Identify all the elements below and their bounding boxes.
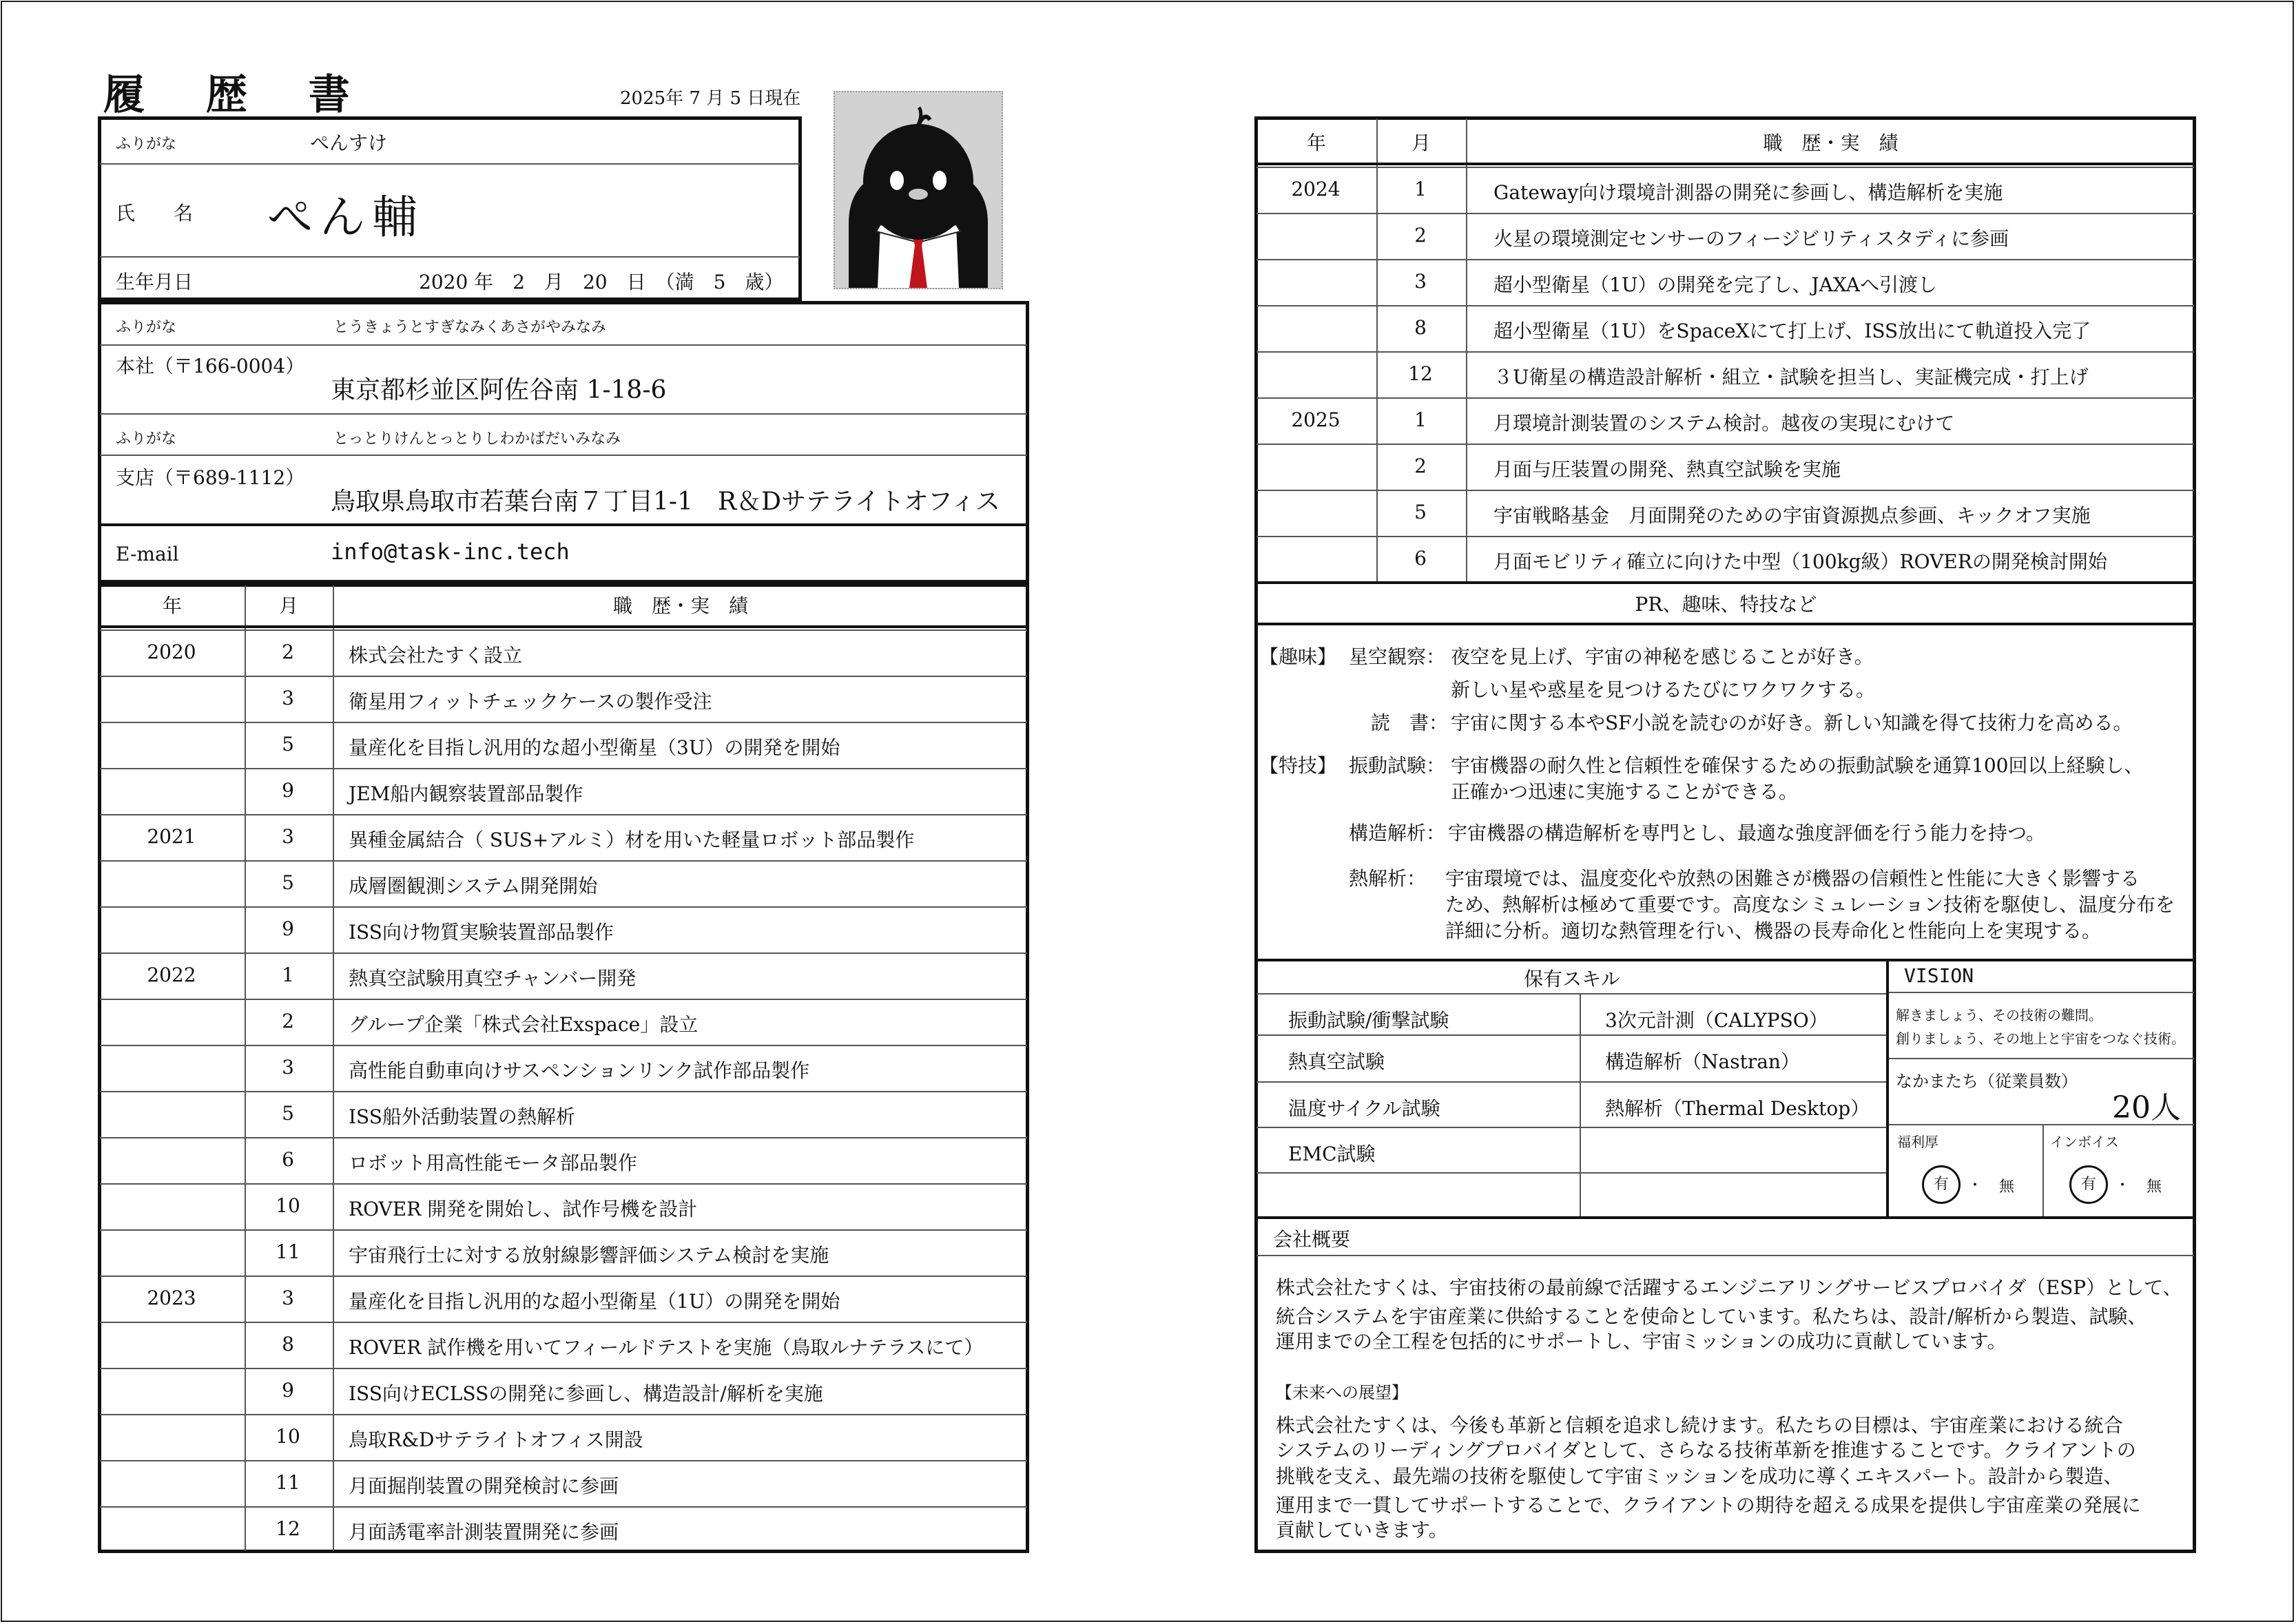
history-desc-header-right: 職 歴・実 績 xyxy=(1763,132,1899,154)
history-month-cell: 2 xyxy=(282,641,294,663)
company-header: 会社概要 xyxy=(1273,1228,1351,1251)
furigana-value: ぺんすけ xyxy=(310,132,388,154)
pr-text-stargazing-1: 夜空を見上げ、宇宙の神秘を感じることが好き。 xyxy=(1451,645,1874,668)
history-month-cell: 10 xyxy=(276,1194,300,1217)
history-text-cell: JEM船内観察装置部品製作 xyxy=(349,782,583,805)
staff-count: 20人 xyxy=(2112,1090,2181,1125)
skill-item-left: 振動試験/衝撃試験 xyxy=(1288,1009,1449,1032)
invoice-no: 無 xyxy=(2147,1178,2162,1196)
history-text-cell: 月面誘電率計測装置開発に参画 xyxy=(349,1521,619,1543)
branch-label: 支店（〒689-1112） xyxy=(116,466,305,489)
pr-text-structural: 宇宙機器の構造解析を専門とし、最適な強度評価を行う能力を持つ。 xyxy=(1448,822,2045,844)
welfare-no: 無 xyxy=(1999,1178,2015,1196)
future-text-4: 運用まで一貫してサポートすることで、クライアントの期待を超える成果を提供し宇宙産業の発展に xyxy=(1276,1494,2141,1517)
history-text-cell: 宇宙戦略基金 月面開発のための宇宙資源拠点参画、キックオフ実施 xyxy=(1493,504,2091,527)
hq-address: 東京都杉並区阿佐谷南 1-18-6 xyxy=(331,376,667,404)
future-header: 【未来への展望】 xyxy=(1276,1383,1408,1402)
welfare-yes-circle: 有 xyxy=(1922,1165,1961,1204)
pr-label-thermal: 熱解析： xyxy=(1349,867,1427,890)
profile-photo xyxy=(834,91,1003,289)
pr-label-vibration: 振動試験： xyxy=(1349,754,1446,777)
history-month-cell: 2 xyxy=(1414,224,1427,247)
history-year-header-right: 年 xyxy=(1306,132,1326,154)
history-text-cell: 高性能自動車向けサスペンションリンク試作部品製作 xyxy=(349,1059,810,1082)
history-month-cell: 3 xyxy=(282,1287,294,1309)
history-text-cell: 月面掘削装置の開発検討に参画 xyxy=(349,1475,619,1497)
pr-text-thermal-2: ため、熱解析は極めて重要です。高度なシミュレーション技術を駆使し、温度分布を xyxy=(1445,893,2175,916)
history-year-cell: 2025 xyxy=(1291,408,1341,431)
history-month-cell: 3 xyxy=(282,825,294,848)
history-month-cell: 1 xyxy=(282,964,294,986)
staff-label: なかまたち（従業員数） xyxy=(1896,1072,2078,1091)
vision-header: VISION xyxy=(1904,964,1974,987)
history-year-cell: 2021 xyxy=(147,825,196,848)
history-month-cell: 8 xyxy=(1414,316,1427,339)
history-year-cell: 2020 xyxy=(147,641,196,663)
history-text-cell: ISS船外活動装置の熱解析 xyxy=(349,1105,575,1128)
skills-header: 保有スキル xyxy=(1524,968,1620,990)
email-label: E-mail xyxy=(116,543,179,565)
name-label: 氏 名 xyxy=(116,202,194,225)
history-month-cell: 5 xyxy=(282,1102,294,1125)
company-text-3: 運用までの全工程を包括的にサポートし、宇宙ミッションの成功に貢献しています。 xyxy=(1276,1330,2007,1353)
skill-item-right: 構造解析（Nastran） xyxy=(1605,1050,1800,1073)
history-text-cell: 量産化を目指し汎用的な超小型衛星（1U）の開発を開始 xyxy=(349,1290,840,1313)
history-text-cell: ROVER 開発を開始し、試作号機を設計 xyxy=(349,1198,698,1220)
pr-label-structural: 構造解析： xyxy=(1349,822,1446,844)
page-title: 履 歴 書 xyxy=(103,71,373,119)
history-text-cell: 成層圏観測システム開発開始 xyxy=(349,875,598,897)
date-current: 2025年 7 月 5 日現在 xyxy=(620,88,801,109)
branch-address: 鳥取県鳥取市若葉台南７丁目1-1 R＆Dサテライトオフィス xyxy=(331,488,1000,516)
skill-item-left: EMC試験 xyxy=(1288,1143,1376,1165)
history-month-cell: 9 xyxy=(282,917,294,940)
company-text-1: 株式会社たすくは、宇宙技術の最前線で活躍するエンジニアリングサービスプロバイダ（ESP）として、 xyxy=(1276,1276,2182,1299)
history-month-cell: 5 xyxy=(282,733,294,756)
pr-text-thermal-3: 詳細に分析。適切な熱管理を行い、機器の長寿命化と性能向上を実現する。 xyxy=(1445,919,2102,942)
future-text-5: 貢献していきます。 xyxy=(1276,1519,1448,1541)
history-text-cell: 超小型衛星（1U）をSpaceXにて打上げ、ISS放出にて軌道投入完了 xyxy=(1493,320,2091,342)
skill-item-right: 3次元計測（CALYPSO） xyxy=(1605,1009,1828,1032)
hq-furigana: とうきょうとすぎなみくあさがやみなみ xyxy=(333,319,607,336)
history-text-cell: 熱真空試験用真空チャンバー開発 xyxy=(349,967,637,990)
history-text-cell: ３U衛星の構造設計解析・組立・試験を担当し、実証機完成・打上げ xyxy=(1493,366,2089,388)
skill-tag: 【特技】 xyxy=(1259,754,1337,777)
history-month-cell: 5 xyxy=(1414,501,1427,523)
history-year-header: 年 xyxy=(162,594,182,617)
welfare-label: 福利厚 xyxy=(1897,1134,1938,1150)
pr-text-reading: 宇宙に関する本やSF小説を読むのが好き。新しい知識を得て技術力を高める。 xyxy=(1451,711,2133,734)
history-month-cell: 9 xyxy=(282,779,294,802)
history-text-cell: 月環境計測装置のシステム検討。越夜の実現にむけて xyxy=(1493,412,1955,435)
history-month-cell: 6 xyxy=(282,1148,294,1171)
pr-label-stargazing: 星空観察： xyxy=(1349,645,1446,668)
furigana-label: ふりがな xyxy=(116,136,177,153)
pr-text-vibration-2: 正確かつ迅速に実施することができる。 xyxy=(1451,780,1799,803)
history-month-cell: 8 xyxy=(282,1333,294,1355)
future-text-1: 株式会社たすくは、今後も革新と信頼を追求し続けます。私たちの目標は、宇宙産業における統合 xyxy=(1276,1414,2123,1437)
hobby-tag: 【趣味】 xyxy=(1259,645,1337,668)
history-month-cell: 12 xyxy=(276,1517,300,1540)
history-text-cell: 火星の環境測定センサーのフィージビリティスタディに参画 xyxy=(1493,227,2009,250)
birth-label: 生年月日 xyxy=(116,271,194,293)
history-text-cell: ロボット用高性能モータ部品製作 xyxy=(349,1152,637,1174)
pr-text-stargazing-2: 新しい星や惑星を見つけるたびにワクワクする。 xyxy=(1451,678,1876,701)
history-text-cell: グループ企業「株式会社Exspace」設立 xyxy=(349,1013,699,1036)
history-desc-header: 職 歴・実 績 xyxy=(612,594,748,617)
pr-text-vibration-1: 宇宙機器の耐久性と信頼性を確保するための振動試験を通算100回以上経験し、 xyxy=(1451,754,2144,777)
skill-item-right: 熱解析（Thermal Desktop） xyxy=(1605,1097,1870,1120)
history-month-cell: 6 xyxy=(1414,547,1427,570)
history-text-cell: 月面与圧装置の開発、熱真空試験を実施 xyxy=(1493,458,1841,481)
vision-line-2: 創りましょう、その地上と宇宙をつなぐ技術。 xyxy=(1896,1030,2185,1047)
history-text-cell: 超小型衛星（1U）の開発を完了し、JAXAへ引渡し xyxy=(1493,273,1938,296)
history-year-cell: 2024 xyxy=(1291,178,1341,200)
skill-item-left: 熱真空試験 xyxy=(1288,1050,1385,1073)
history-year-cell: 2022 xyxy=(147,964,196,986)
history-month-cell: 3 xyxy=(1414,270,1427,293)
history-text-cell: ISS向けECLSSの開発に参画し、構造設計/解析を実施 xyxy=(349,1382,823,1405)
history-month-header-right: 月 xyxy=(1411,132,1431,154)
future-text-3: 挑戦を支え、最先端の技術を駆使して宇宙ミッションを成功に導くエキスパート。設計から製造、 xyxy=(1276,1465,2123,1488)
history-text-cell: 衛星用フィットチェックケースの製作受注 xyxy=(349,690,712,713)
branch-furigana-label: ふりがな xyxy=(116,430,177,448)
history-month-cell: 12 xyxy=(1408,362,1433,385)
invoice-label: インボイス xyxy=(2050,1134,2119,1150)
history-month-cell: 10 xyxy=(276,1425,300,1448)
hq-label: 本社（〒166-0004） xyxy=(116,355,305,377)
history-month-cell: 9 xyxy=(282,1379,294,1402)
history-text-cell: Gateway向け環境計測器の開発に参画し、構造解析を実施 xyxy=(1493,181,2003,204)
history-text-cell: 株式会社たすく設立 xyxy=(349,644,523,667)
history-month-cell: 11 xyxy=(276,1471,300,1494)
history-text-cell: 月面モビリティ確立に向けた中型（100kg級）ROVERの開発検討開始 xyxy=(1493,550,2107,573)
hq-furigana-label: ふりがな xyxy=(116,319,177,336)
invoice-yes-circle: 有 xyxy=(2069,1165,2108,1204)
history-month-cell: 11 xyxy=(276,1240,300,1263)
history-text-cell: ISS向け物質実験装置部品製作 xyxy=(349,921,614,944)
history-month-cell: 2 xyxy=(282,1010,294,1032)
company-text-2: 統合システムを宇宙産業に供給することを使命としています。私たちは、設計/解析から製造、試験、 xyxy=(1276,1305,2147,1328)
welfare-dot: ・ xyxy=(1967,1177,1983,1194)
skill-item-left: 温度サイクル試験 xyxy=(1288,1097,1440,1120)
pr-text-thermal-1: 宇宙環境では、温度変化や放熱の困難さが機器の信頼性と性能に大きく影響する xyxy=(1445,867,2140,890)
history-month-cell: 1 xyxy=(1414,178,1427,200)
history-text-cell: ROVER 試作機を用いてフィールドテストを実施（鳥取ルナテラスにて） xyxy=(349,1336,984,1359)
future-text-2: システムのリーディングプロバイダとして、さらなる技術革新を推進することです。クライアントの xyxy=(1276,1439,2136,1461)
birth-value: 2020 年 2 月 20 日 （満 5 歳） xyxy=(419,271,784,293)
history-text-cell: 宇宙飛行士に対する放射線影響評価システム検討を実施 xyxy=(349,1244,829,1267)
history-month-cell: 3 xyxy=(282,687,294,709)
history-month-cell: 1 xyxy=(1414,408,1427,431)
history-text-cell: 異種金属結合（ SUS+アルミ）材を用いた軽量ロボット部品製作 xyxy=(349,829,915,851)
history-month-cell: 5 xyxy=(282,871,294,894)
history-year-cell: 2023 xyxy=(147,1287,196,1309)
history-text-cell: 鳥取R&Dサテライトオフィス開設 xyxy=(349,1428,643,1451)
pr-header: PR、趣味、特技など xyxy=(1635,593,1817,616)
history-month-header: 月 xyxy=(278,594,298,617)
history-month-cell: 3 xyxy=(282,1056,294,1079)
history-text-cell: 量産化を目指し汎用的な超小型衛星（3U）の開発を開始 xyxy=(349,736,840,759)
name-value: ぺん輔 xyxy=(267,191,424,244)
invoice-dot: ・ xyxy=(2115,1177,2131,1194)
email-value[interactable]: info@task-inc.tech xyxy=(331,539,570,565)
pr-label-reading: 読 書： xyxy=(1371,711,1449,734)
vision-line-1: 解きましょう、その技術の難問。 xyxy=(1896,1007,2102,1023)
penguin-avatar-icon xyxy=(835,92,1002,288)
history-month-cell: 2 xyxy=(1414,455,1427,477)
branch-furigana: とっとりけんとっとりしわかばだいみなみ xyxy=(333,430,621,448)
